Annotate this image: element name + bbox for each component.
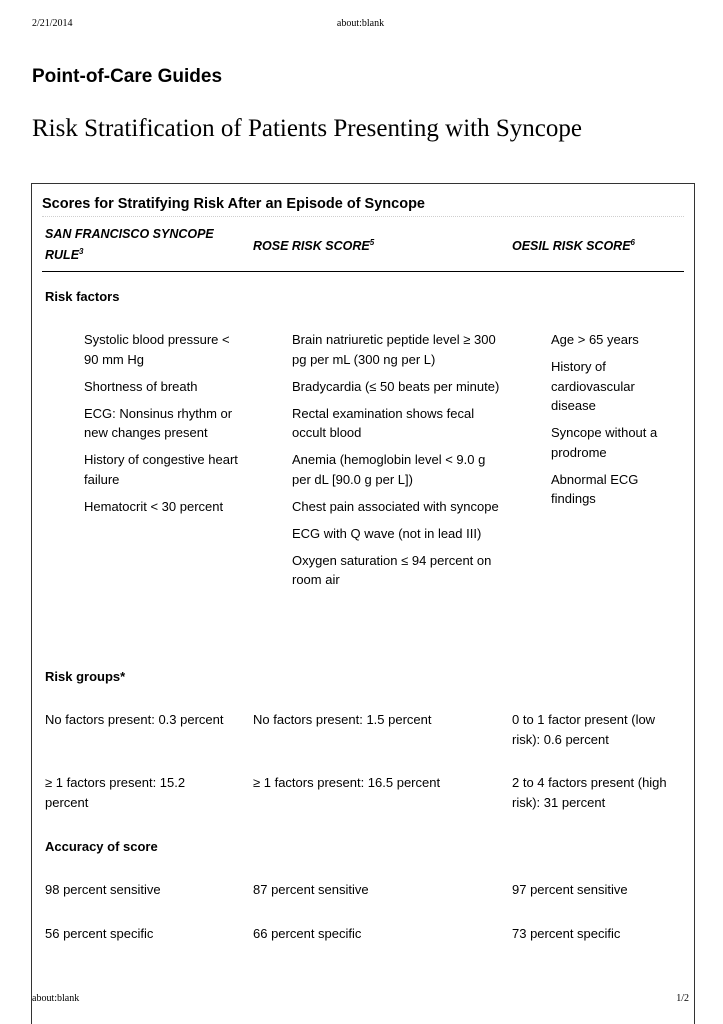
list-item: Hematocrit < 30 percent [84,498,224,514]
table-cell: 2 to 4 factors present (high risk): 31 percent [512,775,667,810]
table-cell: ≥ 1 factors present: 15.2 percent [45,775,186,810]
column-header-oesil [512,234,682,255]
column-header-san-francisco [45,225,245,264]
print-header [32,18,689,32]
list-item: Brain natriuretic peptide level ≥ 300 pg per mL (300 ng per L) [292,332,496,367]
list-item: History of cardiovascular disease [551,359,635,413]
rose-risk-factor-list [292,330,502,597]
list-item: Age > 65 years [551,332,639,347]
column-name-line2: RULE [45,248,80,263]
page-number: 1/2 [676,993,689,1004]
section-label-risk-groups: Risk groups* [45,669,126,684]
list-item: Chest pain associated with syncope [292,498,499,514]
table-cell: 98 percent sensitive [45,882,161,897]
list-item: Bradycardia (≤ 50 beats per minute) [292,378,500,394]
table-cell: 97 percent sensitive [512,882,628,897]
list-item: Shortness of breath [84,378,198,394]
table-cell: No factors present: 1.5 percent [253,712,432,727]
column-header-rose [253,234,503,255]
list-item: Oxygen saturation ≤ 94 percent on room air [292,552,492,587]
sf-risk-factor-list [84,330,244,524]
table-cell: 0 to 1 factor present (low risk): 0.6 percent [512,712,656,747]
list-item: Abnormal ECG findings [551,471,639,506]
list-item: ECG: Nonsinus rhythm or new changes present [84,405,233,440]
column-name-line1: SAN FRANCISCO SYNCOPE [45,227,214,241]
table-cell: 87 percent sensitive [253,882,369,897]
column-name: ROSE RISK SCORE [253,239,370,254]
list-item: Systolic blood pressure < 90 mm Hg [84,332,230,367]
header-divider [42,271,684,272]
list-item: Rectal examination shows fecal occult blood [292,405,475,440]
section-label-accuracy: Accuracy of score [45,839,158,854]
reference-superscript: 5 [369,238,375,247]
print-footer [32,993,689,1007]
table-caption: Scores for Stratifying Risk After an Episode of Syncope [42,196,684,217]
list-item: Anemia (hemoglobin level < 9.0 g per dL [90.0 g per L]) [292,452,486,487]
risk-score-table [31,183,695,1024]
list-item: ECG with Q wave (not in lead III) [292,525,482,541]
table-cell: ≥ 1 factors present: 16.5 percent [253,775,441,790]
site-title: Point-of-Care Guides [32,66,223,87]
print-date: 2/21/2014 [32,18,73,29]
footer-url: about:blank [32,993,80,1004]
reference-superscript: 6 [630,238,635,247]
table-cell: 66 percent specific [253,926,362,941]
table-cell: No factors present: 0.3 percent [45,712,224,727]
table-cell: 56 percent specific [45,926,154,941]
list-item: History of congestive heart failure [84,452,238,487]
column-name: OESIL RISK SCORE [512,239,631,254]
reference-superscript: 3 [79,247,84,256]
print-url: about:blank [336,18,385,29]
section-label-risk-factors: Risk factors [45,289,120,304]
article-title: Risk Stratification of Patients Presenting with Syncope [32,115,582,142]
table-cell: 73 percent specific [512,926,621,941]
oesil-risk-factor-list [551,330,681,516]
list-item: Syncope without a prodrome [551,425,658,460]
